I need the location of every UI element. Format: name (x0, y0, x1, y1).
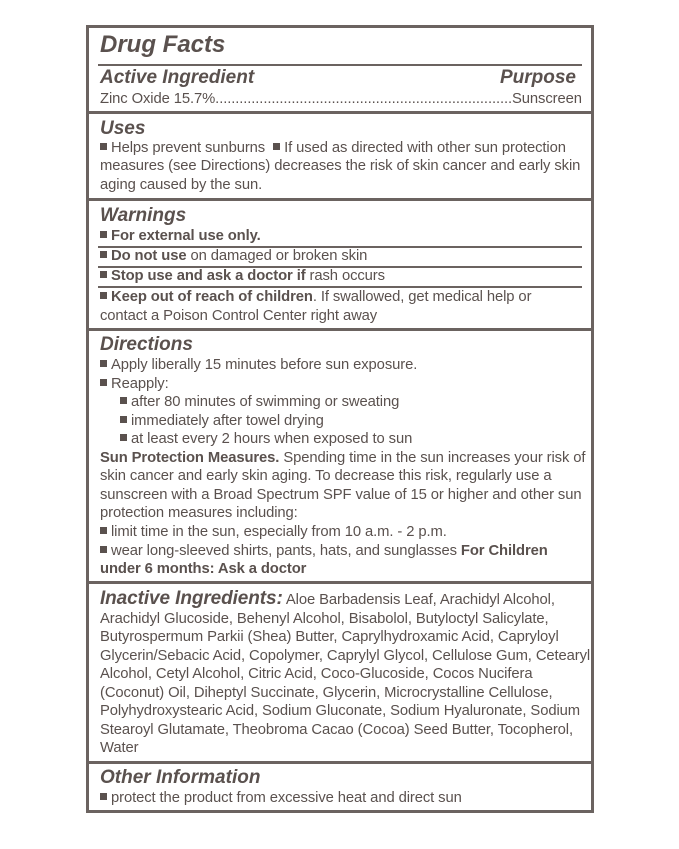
bullet-icon (120, 416, 127, 423)
inactive-line: Water (100, 740, 139, 756)
bullet-icon (120, 397, 127, 404)
active-ingredient-line: Zinc Oxide 15.7%..........................................................................Sunscreen (100, 91, 582, 107)
bullet-icon (120, 434, 127, 441)
inactive-line: Alcohol, Cetyl Alcohol, Citric Acid, Coco-Glucoside, Cocos Nucifera (100, 666, 533, 682)
drug-facts-title: Drug Facts (100, 31, 226, 58)
title-divider (98, 64, 582, 66)
section-divider (89, 111, 591, 114)
direction-reapply: Reapply: (100, 375, 169, 394)
direction-limit-time: limit time in the sun, especially from 10 a.m. - 2 p.m. (100, 523, 447, 542)
sun-protection-line-3: sunscreen with a Broad Spectrum SPF value of 15 or higher and other sun (100, 487, 582, 503)
uses-line-3: aging caused by the sun. (100, 177, 263, 193)
purpose-heading: Purpose (499, 67, 576, 88)
inactive-line: Glycerin/Sebacic Acid, Copolymer, Caprylyl Glycol, Cellulose Gum, Cetearyl (100, 648, 591, 664)
bullet-icon (273, 143, 280, 150)
inactive-line: Arachidyl Glucoside, Behenyl Alcohol, Bisabolol, Butyloctyl Salicylate, (100, 611, 549, 627)
bullet-icon (100, 360, 107, 367)
bullet-icon (100, 292, 107, 299)
warnings-heading: Warnings (100, 205, 187, 226)
bullet-icon (100, 251, 107, 258)
direction-apply: Apply liberally 15 minutes before sun exposure. (100, 356, 417, 375)
inactive-line: Stearoyl Glutamate, Theobroma Cacao (Cocoa) Seed Butter, Tocopherol, (100, 722, 573, 738)
sun-protection-line-2: skin cancer and early skin aging. To decrease this risk, regularly use a (100, 468, 552, 484)
warning-stop-use: Stop use and ask a doctor if rash occurs (100, 267, 385, 286)
inactive-line-1: Inactive Ingredients: Aloe Barbadensis Leaf, Arachidyl Alcohol, (100, 588, 555, 609)
bullet-icon (100, 546, 107, 553)
directions-heading: Directions (100, 334, 193, 355)
inactive-line: Polyhydroxystearic Acid, Sodium Gluconate, Sodium Hyaluronate, Sodium (100, 703, 580, 719)
bullet-icon (100, 143, 107, 150)
uses-line-2: measures (see Directions) decreases the risk of skin cancer and early skin (100, 158, 581, 174)
inactive-line: (Coconut) Oil, Diheptyl Succinate, Glycerin, Microcrystalline Cellulose, (100, 685, 553, 701)
direction-wear: wear long-sleeved shirts, pants, hats, and sunglasses For Children (100, 542, 548, 561)
warning-do-not-use: Do not use on damaged or broken skin (100, 247, 367, 266)
other-information-line: protect the product from excessive heat and direct sun (100, 789, 462, 808)
warning-keep-out-line-2: contact a Poison Control Center right away (100, 308, 378, 324)
sun-protection-line-4: protection measures including: (100, 505, 298, 521)
section-divider (89, 198, 591, 201)
direction-children: under 6 months: Ask a doctor (100, 561, 307, 577)
bullet-icon (100, 379, 107, 386)
bullet-icon (100, 231, 107, 238)
uses-line-1: Helps prevent sunburns If used as directed with other sun protection (100, 139, 566, 158)
direction-sub-2: immediately after towel drying (120, 412, 324, 431)
sun-protection-line-1: Sun Protection Measures. Spending time in the sun increases your risk of (100, 450, 586, 466)
direction-sub-1: after 80 minutes of swimming or sweating (120, 393, 399, 412)
direction-sub-3: at least every 2 hours when exposed to sun (120, 430, 412, 449)
section-divider (89, 581, 591, 584)
active-ingredient-heading: Active Ingredient (100, 67, 255, 88)
bullet-icon (100, 271, 107, 278)
warning-keep-out: Keep out of reach of children. If swallowed, get medical help or (100, 288, 531, 307)
warning-external: For external use only. (100, 227, 261, 246)
inactive-heading: Inactive Ingredients: (100, 588, 283, 609)
section-divider (89, 328, 591, 331)
section-divider (89, 761, 591, 764)
bullet-icon (100, 527, 107, 534)
other-information-heading: Other Information (100, 767, 261, 788)
inactive-line: Butyrospermum Parkii (Shea) Butter, Caprylhydroxamic Acid, Capryloyl (100, 629, 559, 645)
drug-facts-panel (86, 25, 594, 813)
bullet-icon (100, 793, 107, 800)
uses-heading: Uses (100, 118, 146, 139)
